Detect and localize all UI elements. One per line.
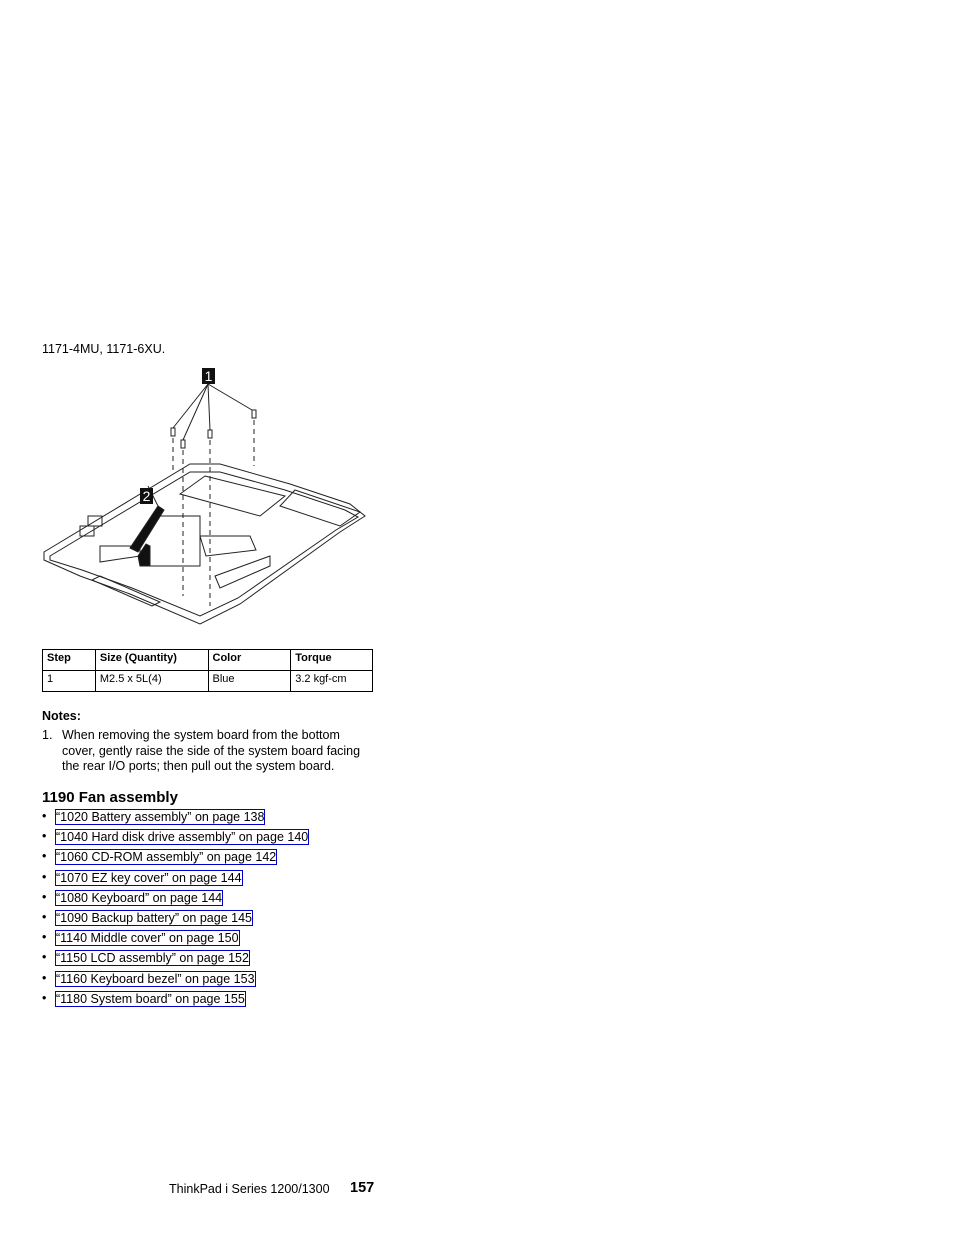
link-backup-battery[interactable]: “1090 Backup battery” on page 145	[56, 910, 252, 925]
notes-heading: Notes:	[42, 709, 81, 723]
bullet: •	[42, 909, 47, 924]
system-board-removal-illustration	[40, 366, 370, 628]
prerequisite-link-list	[42, 809, 309, 1011]
link-battery-assembly[interactable]: “1020 Battery assembly” on page 138	[56, 810, 265, 824]
list-item	[42, 870, 309, 890]
table-cell-color: Blue	[208, 671, 291, 692]
table-header-color: Color	[208, 650, 291, 671]
list-item	[42, 930, 309, 950]
table-row	[43, 671, 373, 692]
list-item	[42, 890, 309, 910]
list-item	[42, 971, 309, 991]
list-item	[42, 809, 309, 829]
note-text: When removing the system board from the bottom cover, gently raise the side of the system board facing the rear I/O ports; then pull out the system board.	[62, 728, 361, 773]
table-header-torque: Torque	[291, 650, 373, 671]
link-middle-cover[interactable]: “1140 Middle cover” on page 150	[56, 931, 239, 946]
link-lcd-assembly[interactable]: “1150 LCD assembly” on page 152	[56, 951, 249, 966]
illustration-drawing	[40, 366, 370, 628]
link-ez-key-cover[interactable]: “1070 EZ key cover” on page 144	[56, 870, 242, 885]
footer-book-title: ThinkPad i Series 1200/1300	[169, 1182, 330, 1196]
callout-1: 1	[202, 368, 215, 384]
list-item	[42, 829, 309, 849]
list-item	[42, 950, 309, 970]
screw-spec-table	[42, 649, 373, 692]
bullet: •	[42, 970, 47, 985]
list-item	[42, 849, 309, 869]
callout-2: 2	[140, 488, 153, 504]
section-title: 1190 Fan assembly	[42, 789, 178, 806]
note-number: 1.	[42, 728, 53, 742]
list-item	[42, 910, 309, 930]
table-header-row	[43, 650, 373, 671]
bullet: •	[42, 869, 47, 884]
bullet: •	[42, 930, 47, 945]
bullet: •	[42, 829, 47, 844]
bullet: •	[42, 990, 47, 1005]
table-cell-step: 1	[43, 671, 96, 692]
bullet: •	[42, 849, 47, 864]
bullet: •	[42, 889, 47, 904]
link-hard-disk-drive-assembly[interactable]: “1040 Hard disk drive assembly” on page 140	[56, 830, 309, 845]
bullet: •	[42, 809, 47, 823]
model-numbers: 1171-4MU, 1171-6XU.	[42, 342, 166, 356]
bullet: •	[42, 950, 47, 965]
table-header-step: Step	[43, 650, 96, 671]
link-keyboard-bezel[interactable]: “1160 Keyboard bezel” on page 153	[56, 971, 255, 986]
link-system-board[interactable]: “1180 System board” on page 155	[56, 991, 245, 1006]
table-cell-size: M2.5 x 5L(4)	[95, 671, 208, 692]
table-cell-torque: 3.2 kgf-cm	[291, 671, 373, 692]
list-item	[42, 991, 309, 1011]
link-keyboard[interactable]: “1080 Keyboard” on page 144	[56, 890, 223, 905]
table-header-size: Size (Quantity)	[95, 650, 208, 671]
footer-page-number: 157	[350, 1180, 375, 1196]
link-cd-rom-assembly[interactable]: “1060 CD-ROM assembly” on page 142	[56, 850, 277, 865]
